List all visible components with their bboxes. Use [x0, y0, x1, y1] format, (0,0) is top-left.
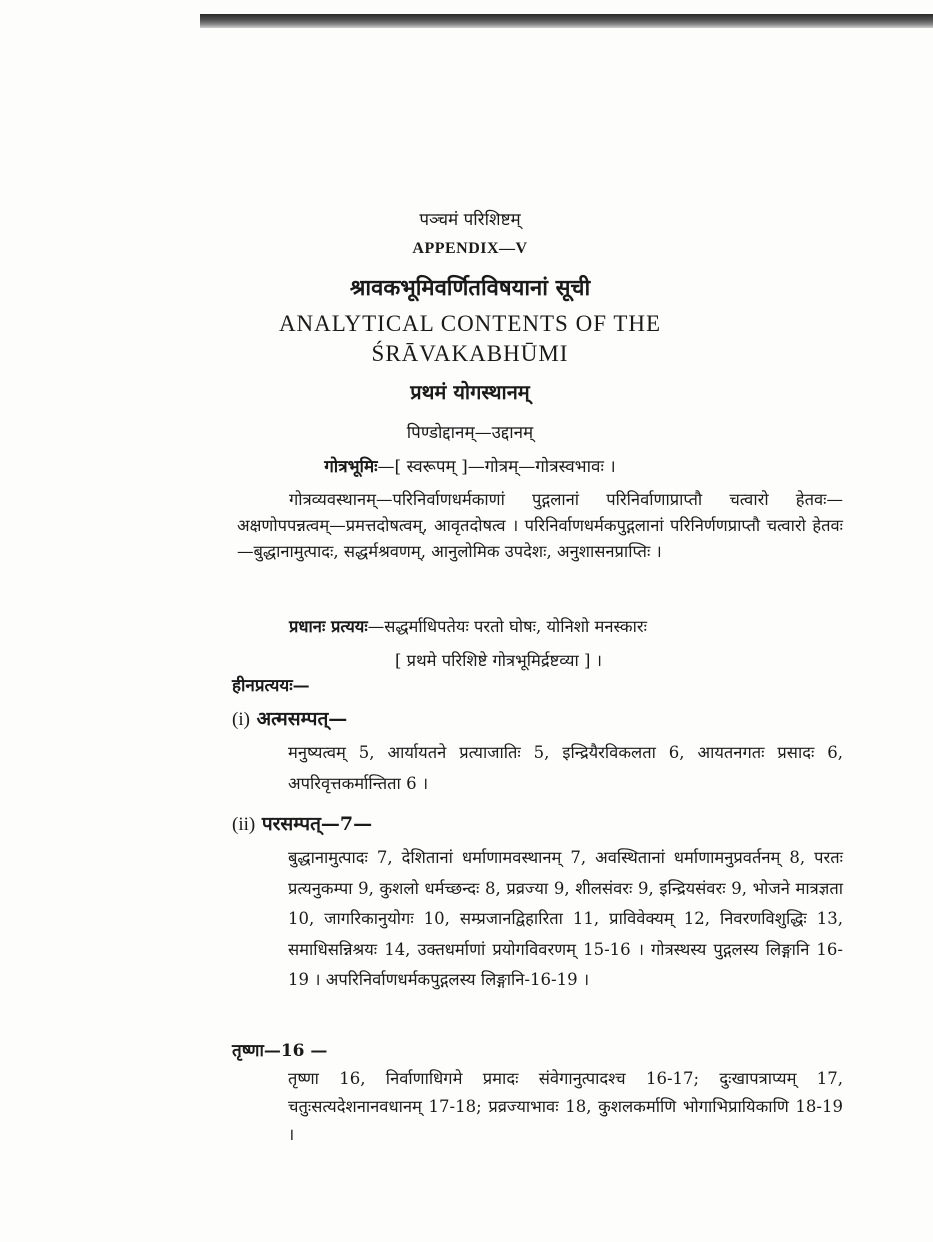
title-english-line1: ANALYTICAL CONTENTS OF THE	[278, 311, 662, 336]
para-sampat-paragraph: बुद्धानामुत्पादः 7, देशितानां धर्माणामवस्थानम् 7, अवस्थितानां धर्माणामनुप्रवर्तनम् 8, परतः प्रत्यनुकम्पा 9, कुशलो धर्मच्छन्दः 8, प्रव्रज्या 9, शीलसंवरः 9, इन्द्रियसंवरः 9, भोजने मात्रज्ञता 10, जागरिकानुयोगः 10, सम्प्रजानद्विहारिता 11, प्राविवेक्यम् 12, निवरणविशुद्धिः 13, समाधिसन्निश्रयः 14, उक्तधर्माणां प्रयोगविवरणम् 15-16 । गोत्रस्थस्य पुद्गलस्य लिङ्गानि 16-19 । अपरिनिर्वाणधर्मकपुद्गलस्य लिङ्गानि-16-19 ।	[288, 848, 843, 989]
hina-pratyaya-heading: हीनप्रत्ययः—	[232, 676, 310, 696]
section-title: प्रथमं योगस्थानम्	[410, 380, 530, 404]
title-english-line2: ŚRĀVAKABHŪMI	[371, 341, 569, 366]
trishna-heading: तृष्णा—16 —	[232, 1041, 328, 1061]
pradhana-label: प्रधानः प्रत्ययः	[289, 617, 368, 636]
atma-number: (i)	[232, 709, 250, 730]
pradhana-rest: —सद्धर्माधिपतेयः परतो घोषः, योनिशो मनस्कारः	[367, 617, 647, 636]
para-sampat-heading	[232, 810, 372, 836]
para-head-text: परसम्पत्—7—	[261, 813, 373, 835]
pradhana-paragraph	[237, 614, 843, 640]
appendix-sanskrit-heading: पञ्चमं परिशिष्टम्	[419, 210, 521, 230]
gotra-bhumi-line	[190, 454, 750, 477]
appendix-english-heading: APPENDIX—V	[412, 240, 528, 257]
atma-sampat-heading	[232, 705, 347, 731]
atma-sampat-paragraph: मनुष्यत्वम् 5, आर्यायतने प्रत्याजातिः 5, इन्द्रियैरविकलता 6, आयतनगतः प्रसादः 6, अपरिवृत्तकर्मान्तिता 6 ।	[288, 743, 843, 793]
uddana-line: पिण्डोद्दानम्—उद्दानम्	[406, 423, 534, 443]
gotra-bhumi-label: गोत्रभूमिः	[324, 457, 378, 477]
gotra-paragraph: गोत्रव्यवस्थानम्—परिनिर्वाणधर्मकाणां पुद्गलानां परिनिर्वाणाप्राप्तौ चत्वारो हेतवः—अक्षणोपपन्नत्वम्—प्रमत्तदोषत्वम्, आवृतदोषत्व । परिनिर्वाणधर्मकपुद्गलानां परिनिर्णणप्राप्तौ चत्वारो हेतवः—बुद्धानामुत्पादः, सद्धर्मश्रवणम्, आनुलोमिक उपदेशः, अनुशासनप्राप्तिः ।	[237, 490, 843, 561]
atma-head-text: अत्मसम्पत्—	[256, 708, 348, 730]
title-sanskrit: श्रावकभूमिवर्णितविषयानां सूची	[349, 275, 591, 301]
gotra-bhumi-rest: —[ स्वरूपम् ]—गोत्रम्—गोत्रस्वभावः ।	[377, 457, 616, 477]
para-number: (ii)	[232, 814, 256, 835]
trishna-paragraph: तृष्णा 16, निर्वाणाधिगमे प्रमादः संवेगानुत्पादश्च 16-17; दुःखापत्राप्यम् 17, चतुःसत्यदेशनानवधानम् 17-18; प्रव्रज्याभावः 18, कुशलकर्माणि भोगाभिप्रायिकाणि 18-19 ।	[288, 1069, 843, 1144]
pradhana-note: [ प्रथमे परिशिष्टे गोत्रभूमिर्द्रष्टव्या ] ।	[395, 651, 602, 670]
